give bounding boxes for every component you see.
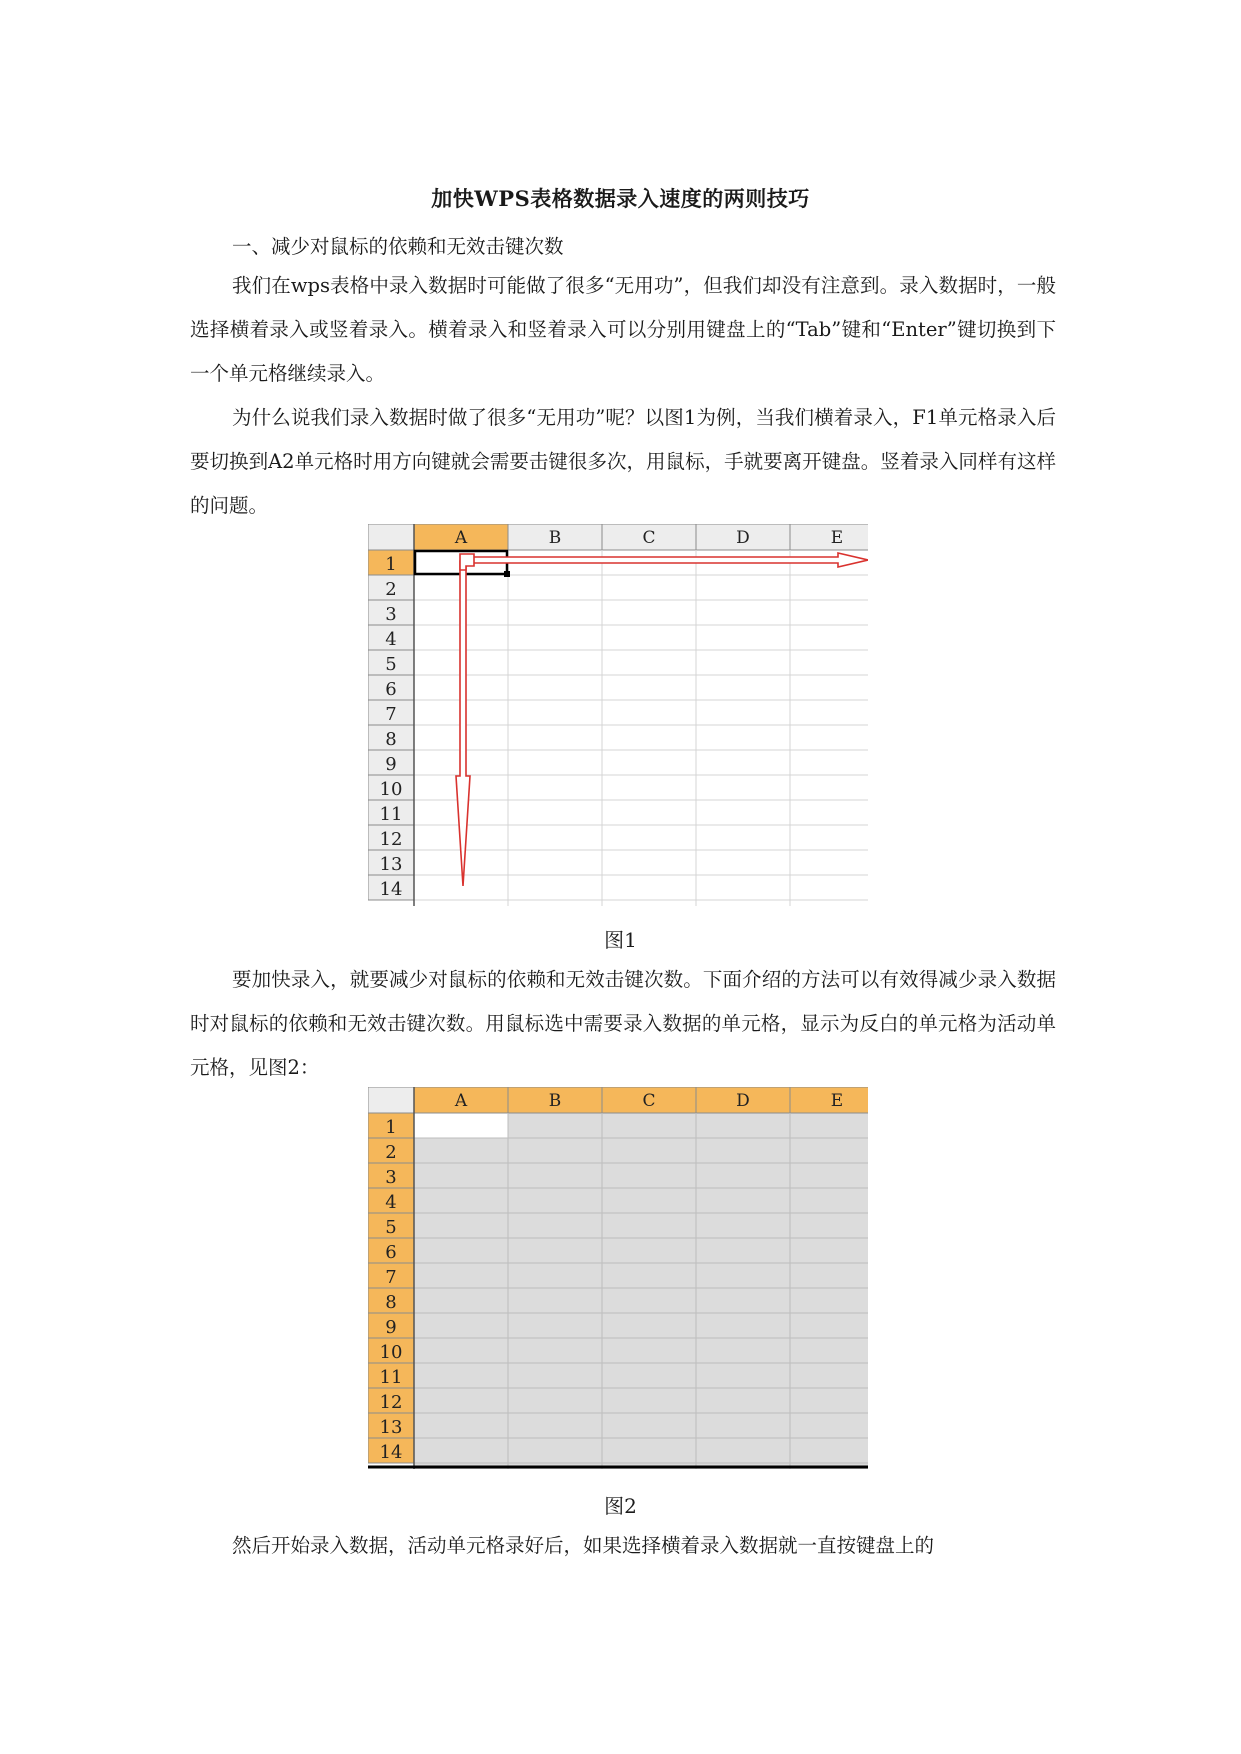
row-header-label-8: 8 (385, 1292, 397, 1313)
column-header-label-D: D (736, 1091, 750, 1111)
row-header-label-1: 1 (385, 1117, 397, 1138)
figure-2-spreadsheet (368, 1087, 868, 1469)
paragraph-1: 我们在wps表格中录入数据时可能做了很多“无用功”，但我们却没有注意到。录入数据时，一般选择横着录入或竖着录入。横着录入和竖着录入可以分别用键盘上的“Tab”键和“Enter”键切换到下一个单元格继续录入。 (190, 274, 1056, 385)
row-header-label-4: 4 (385, 629, 397, 650)
figure-2 (368, 1087, 868, 1473)
column-header-E (790, 1087, 868, 1113)
row-header-label-14: 14 (379, 1442, 403, 1463)
section-heading: 一、减少对鼠标的依赖和无效击键次数 (232, 235, 564, 258)
column-header-label-D: D (736, 528, 750, 548)
row-header-label-14: 14 (379, 879, 403, 900)
row-header-label-12: 12 (379, 1392, 403, 1413)
row-header-label-11: 11 (379, 1367, 403, 1388)
column-header-label-E: E (830, 1091, 844, 1111)
row-header-label-9: 9 (385, 754, 397, 775)
row-header-label-7: 7 (385, 1267, 397, 1288)
paragraph-4: 然后开始录入数据，活动单元格录好后，如果选择横着录入数据就一直按键盘上的 (232, 1534, 935, 1557)
row-header-label-9: 9 (385, 1317, 397, 1338)
selected-range (414, 1113, 868, 1469)
row-header-label-5: 5 (385, 1217, 397, 1238)
column-header-label-C: C (642, 1091, 656, 1111)
row-header-label-8: 8 (385, 729, 397, 750)
row-header-label-11: 11 (379, 804, 403, 825)
row-header-label-10: 10 (379, 1342, 403, 1363)
column-header-label-E: E (830, 528, 844, 548)
column-header-label-A: A (454, 528, 468, 548)
figure-1-caption: 图1 (604, 928, 637, 952)
paragraph-3: 要加快录入，就要减少对鼠标的依赖和无效击键次数。下面介绍的方法可以有效得减少录入数据时对鼠标的依赖和无效击键次数。用鼠标选中需要录入数据的单元格，显示为反白的单元格为活动单元格，见图2： (190, 968, 1056, 1079)
row-header-label-2: 2 (385, 1142, 397, 1163)
row-header-label-2: 2 (385, 579, 397, 600)
corner-cell (368, 1087, 414, 1113)
column-header-label-B: B (548, 1091, 562, 1111)
active-cell (414, 1113, 508, 1138)
row-header-label-13: 13 (379, 854, 403, 875)
row-header-label-3: 3 (385, 1167, 397, 1188)
column-header-label-B: B (548, 528, 562, 548)
row-header-label-3: 3 (385, 604, 397, 625)
document-title: 加快WPS表格数据录入速度的两则技巧 (431, 186, 810, 211)
row-header-label-6: 6 (385, 1242, 397, 1263)
column-header-label-C: C (642, 528, 656, 548)
row-header-label-13: 13 (379, 1417, 403, 1438)
column-header-label-A: A (454, 1091, 468, 1111)
paragraph-2: 为什么说我们录入数据时做了很多“无用功”呢？以图1为例，当我们横着录入，F1单元格录入后要切换到A2单元格时用方向键就会需要击键很多次，用鼠标，手就要离开键盘。竖着录入同样有这样的问题。 (190, 406, 1056, 517)
row-header-label-4: 4 (385, 1192, 397, 1213)
column-header-E (790, 524, 868, 550)
figure-1-spreadsheet (368, 524, 868, 906)
figure-2-caption: 图2 (604, 1494, 637, 1518)
row-header-label-5: 5 (385, 654, 397, 675)
row-header-label-1: 1 (385, 554, 397, 575)
row-header-label-10: 10 (379, 779, 403, 800)
row-header-label-12: 12 (379, 829, 403, 850)
fill-handle (504, 571, 510, 577)
figure-1 (368, 524, 868, 910)
row-header-label-6: 6 (385, 679, 397, 700)
corner-cell (368, 524, 414, 550)
row-header-label-7: 7 (385, 704, 397, 725)
